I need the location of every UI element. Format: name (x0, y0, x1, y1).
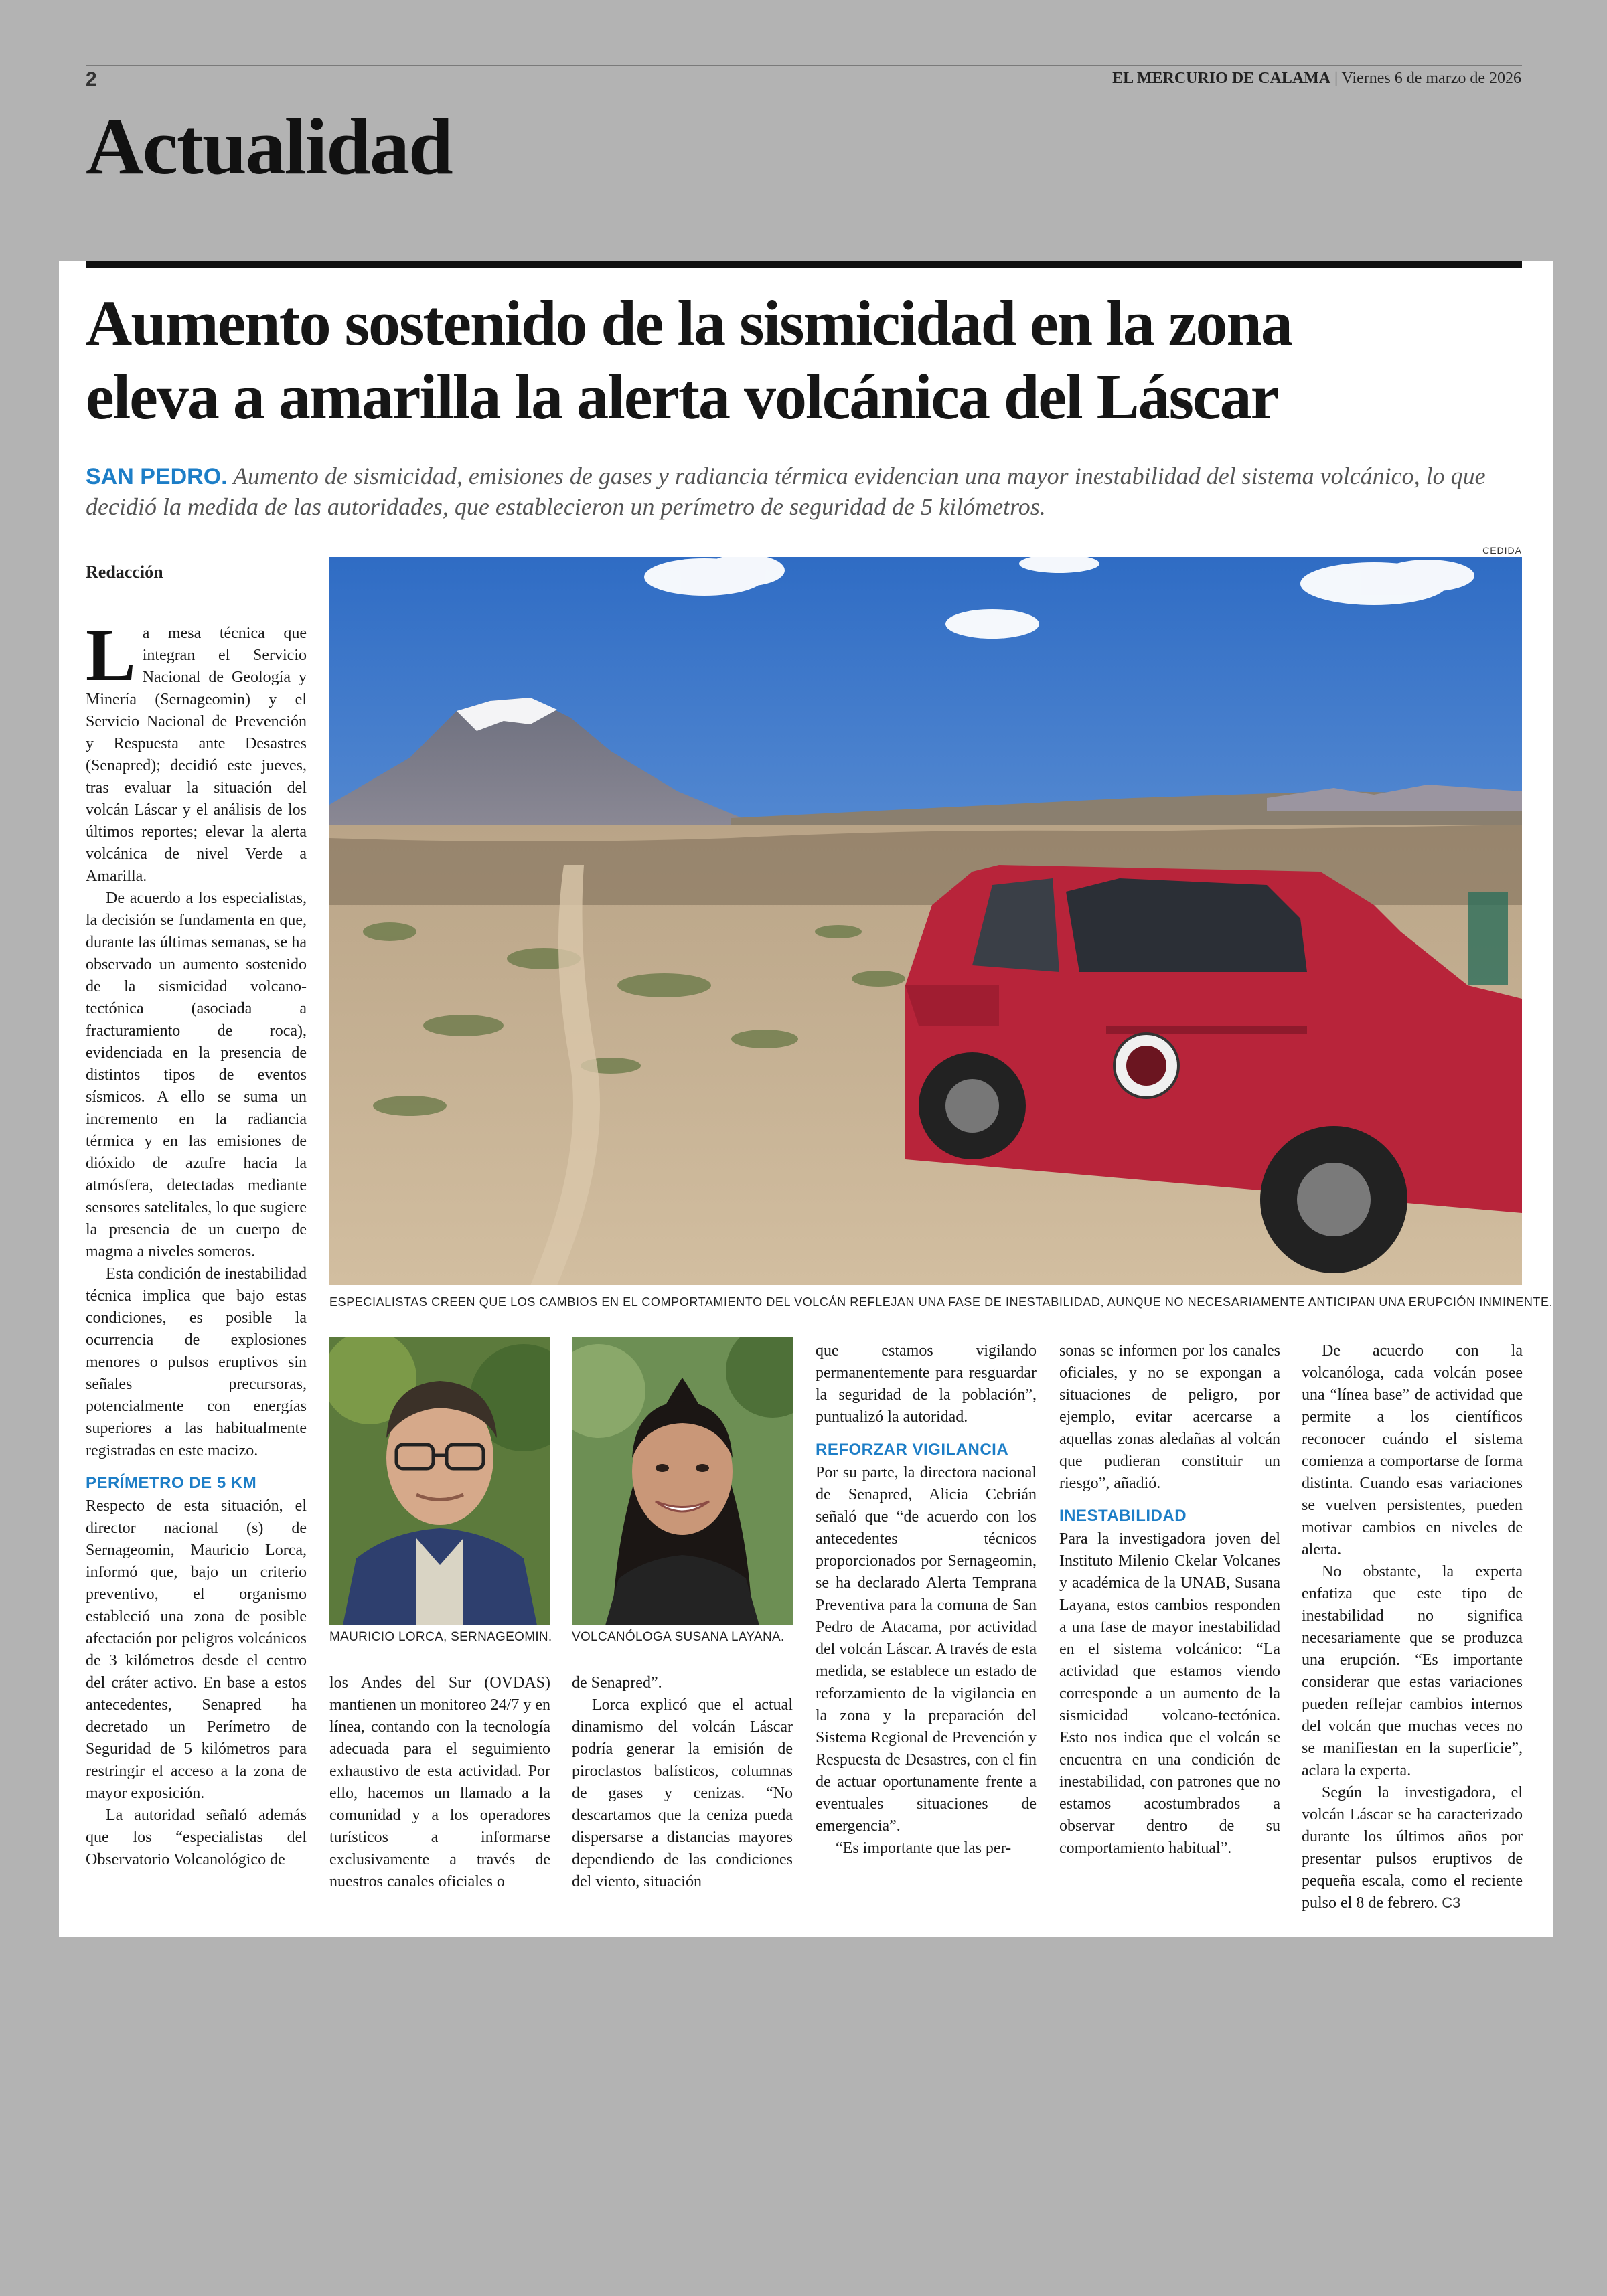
headline-line-2: eleva a amarilla la alerta volcánica del Láscar (86, 361, 1278, 432)
paragraph: “Es importante que las per- (836, 1839, 1012, 1857)
column-5 (1059, 1340, 1280, 1860)
lede-place: SAN PEDRO. (86, 464, 228, 489)
headline-line-1: Aumento sostenido de la sismicidad en la zona (86, 287, 1292, 359)
masthead (1112, 70, 1521, 88)
paragraph: los Andes del Sur (OVDAS) mantienen un monitoreo 24/7 y en línea, contando con la tecnología adecuada para el seguimiento exhaustivo de esta actividad. Por ello, hacemos un llamado a la comunidad y a los operadores turísticos a informarse exclusivamente a través de nuestros canales oficiales o (329, 1674, 550, 1890)
page-header (0, 0, 1607, 261)
photo-caption: ESPECIALISTAS CREEN QUE LOS CAMBIOS EN EL COMPORTAMIENTO DEL VOLCÁN REFLEJAN UNA FASE DE INESTABILIDAD, AUNQUE NO NECESARIAMENTE ANTICIPAN UNA ERUPCIÓN INMINENTE. (329, 1295, 1553, 1309)
paragraph: sonas se informen por los canales oficiales, y no se expongan a situaciones de peligro, por ejemplo, evitar acercarse a aquellas zonas aledañas al volcán que pudieran constituir un riesgo”, añadió. (1059, 1342, 1280, 1492)
paragraph: De acuerdo a los especialistas, la decisión se fundamenta en que, durante las últimas semanas, se ha observado un aumento sostenido de la sismicidad volcano-tectónica (asociada a fracturamiento de roca), evidenciada en la presencia de distintos tipos de eventos sísmicos. A ello se suma un incremento en la radiancia térmica y en las emisiones de dióxido de azufre hacia la atmósfera, detectadas mediante sensores satelitales, lo que sugiere la presencia de un cuerpo de magma a niveles someros. (86, 890, 307, 1260)
article-sheet (59, 261, 1553, 1937)
paragraph (86, 614, 307, 888)
paragraph: Esta condición de inestabilidad técnica implica que bajo estas condiciones, es posible la ocurrencia de explosiones menores o pulsos eruptivos sin señales precursoras, potencialmente con energías superiores a las habitualmente registradas en este macizo. (86, 1265, 307, 1459)
paragraph-text: a mesa técnica que integran el Servicio Nacional de Geología y Minería (Sernageomin) y el Servicio Nacional de Prevención y Respuesta ante Desastres (Senapred); decidió este jueves, tras evaluar la situación del volcán Láscar y el análisis de los últimos reportes; elevar la alerta volcánica de nivel Verde a Amarilla. (86, 625, 307, 885)
paragraph: Por su parte, la directora nacional de Senapred, Alicia Cebrián señaló que “de acuerdo con los antecedentes técnicos proporcionados por Sernageomin, se ha declarado Alerta Temprana Preventiva para la comuna de San Pedro de Atacama, por actividad del volcán Láscar. A través de esta medida, se establece un estado de reforzamiento de la vigilancia en la zona y la preparación del Sistema Regional de Prevención y Respuesta de Desastres, con el fin de actuar oportunamente frente a eventuales situaciones de emergencia”. (816, 1464, 1037, 1835)
paragraph-text: Según la investigadora, el volcán Láscar se ha caracterizado durante los últimos años por presentar pulsos eruptivos de pequeña escala, como el reciente pulso el 8 de febrero. (1302, 1784, 1523, 1912)
paragraph: Respecto de esta situación, el director nacional (s) de Sernageomin, Mauricio Lorca, informó que, bajo un criterio preventivo, el organismo estableció una zona de posible afectación por peligros volcánicos de 3 kilómetros desde el centro del cráter activo. En base a estos antecedentes, Senapred ha decretado un Perímetro de Seguridad de 5 kilómetros para restringir el acceso a la zona de mayor exposición. (86, 1497, 307, 1802)
column-2 (329, 1672, 550, 1893)
publication-date: | Viernes 6 de marzo de 2026 (1334, 70, 1521, 87)
paragraph (1302, 1782, 1523, 1914)
newspaper-name: EL MERCURIO DE CALAMA (1112, 70, 1331, 87)
woman-portrait-illustration (572, 1337, 793, 1625)
paragraph: que estamos vigilando permanentemente para resguardar la seguridad de la población”, puntualizó la autoridad. (816, 1342, 1037, 1426)
section-title: Actualidad (86, 102, 452, 191)
subhead-inestabilidad: INESTABILIDAD (1059, 1507, 1187, 1525)
headline (86, 286, 1532, 434)
header-rule (86, 65, 1522, 66)
paragraph: Lorca explicó que el actual dinamismo del volcán Láscar podría generar la emisión de piroclastos balísticos, columnas de gases y cenizas. “No descartamos que la ceniza pueda dispersarse a distancias mayores dependiendo de las condiciones del viento, situación (572, 1696, 793, 1890)
drop-cap: L (86, 614, 136, 697)
portrait-susana-layana (572, 1337, 793, 1625)
man-portrait-illustration (329, 1337, 550, 1625)
portrait-caption-2: VOLCANÓLOGA SUSANA LAYANA. (572, 1630, 785, 1644)
main-photo (329, 557, 1522, 1285)
paragraph: de Senapred”. (572, 1674, 662, 1692)
paragraph: No obstante, la experta enfatiza que este tipo de inestabilidad no significa necesariamente que se produzca una erupción. “Es importante considerar que estas variaciones pueden reflejar cambios internos del volcán que muchas veces no se manifiestan en la superficie”, aclara la experta. (1302, 1563, 1523, 1779)
lede-text: Aumento de sismicidad, emisiones de gases y radiancia térmica evidencian una mayor inestabilidad del sistema volcánico, lo que decidió la medida de las autoridades, que establecieron un perímetro de seguridad de 5 kilómetros. (86, 463, 1486, 520)
column-6 (1302, 1340, 1523, 1914)
headline-rule (86, 261, 1522, 268)
paragraph: La autoridad señaló además que los “especialistas del Observatorio Volcanológico de (86, 1807, 307, 1868)
end-mark: C3 (1442, 1894, 1461, 1911)
lede (86, 461, 1525, 522)
subhead-perimetro: PERÍMETRO DE 5 KM (86, 1474, 257, 1492)
subhead-reforzar-vigilancia: REFORZAR VIGILANCIA (816, 1441, 1009, 1459)
photo-credit: CEDIDA (1482, 545, 1522, 556)
paragraph: De acuerdo con la volcanóloga, cada volcán posee una “línea base” de actividad que permite a los científicos reconocer cuándo el sistema comienza a comportarse de forma distinta. Cuando esas variaciones se vuelven persistentes, pueden motivar cambios en niveles de alerta. (1302, 1342, 1523, 1558)
paragraph: Para la investigadora joven del Instituto Milenio Ckelar Volcanes y académica de la UNAB, Susana Layana, estos cambios responden a una fase de mayor inestabilidad en el sistema volcánico: “La actividad que estamos viendo corresponde a un aumento de la sismicidad volcano-tectónica. Esto nos indica que el volcán se encuentra en una condición de inestabilidad, con patrones que no estamos acostumbrados a observar dentro de su comportamiento habitual”. (1059, 1530, 1280, 1857)
byline: Redacción (86, 562, 163, 582)
portrait-mauricio-lorca (329, 1337, 550, 1625)
volcano-truck-illustration (329, 557, 1522, 1285)
column-1 (86, 614, 307, 1871)
column-4 (816, 1340, 1037, 1860)
page-number: 2 (86, 68, 97, 90)
portrait-caption-1: MAURICIO LORCA, SERNAGEOMIN. (329, 1630, 552, 1644)
column-3 (572, 1672, 793, 1893)
